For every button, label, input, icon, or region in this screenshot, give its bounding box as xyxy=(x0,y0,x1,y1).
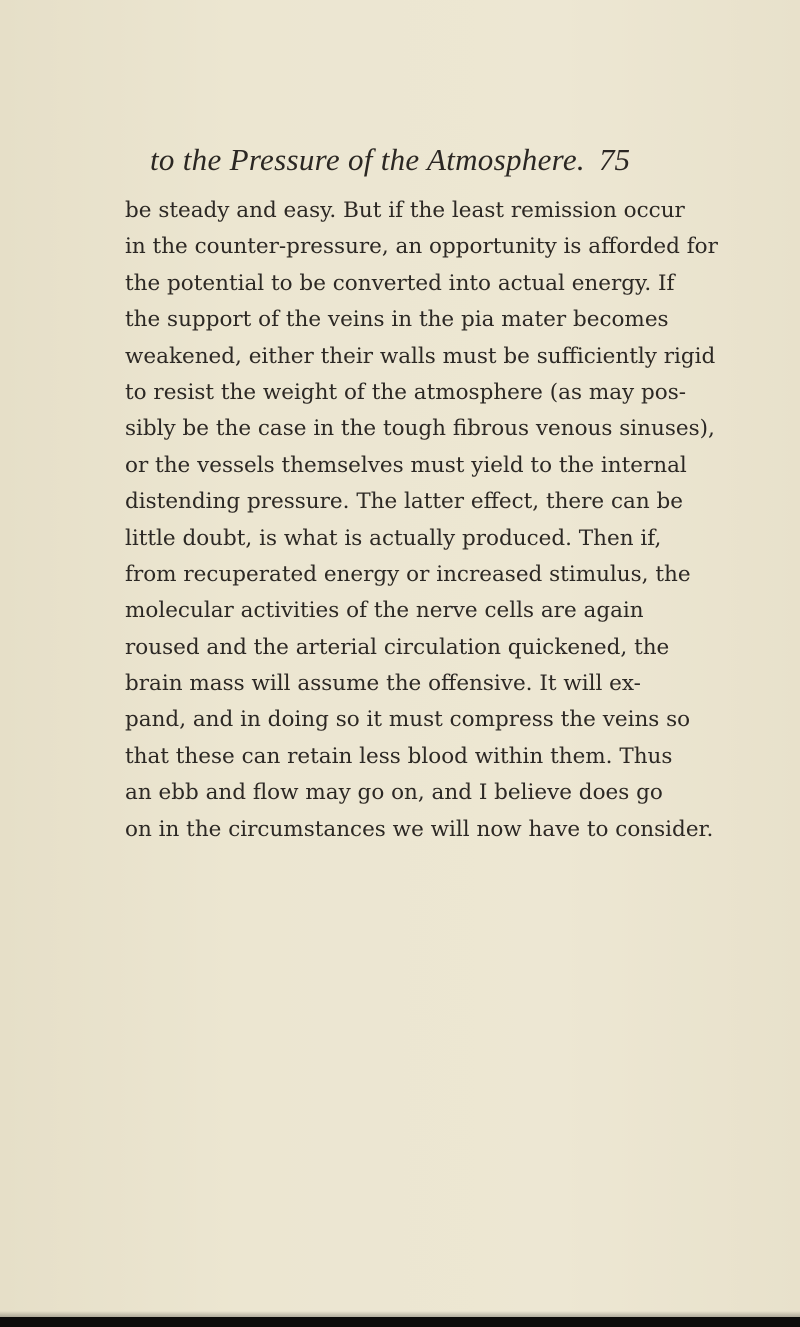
running-head xyxy=(150,142,630,186)
text-line: pand, and in doing so it must compress the veins so xyxy=(125,707,691,733)
text-line: the potential to be converted into actual energy. If xyxy=(125,270,675,296)
running-title: to the Pressure of the Atmosphere. xyxy=(150,142,585,177)
text-line: brain mass will assume the offensive. It will ex- xyxy=(125,671,641,697)
text-line: that these can retain less blood within them. Thus xyxy=(125,743,673,769)
text-line: distending pressure. The latter effect, there can be xyxy=(125,489,684,515)
text-line: to resist the weight of the atmosphere (as may pos- xyxy=(125,379,687,405)
body-paragraph xyxy=(125,193,718,848)
text-line: the support of the veins in the pia mater becomes xyxy=(125,307,669,333)
text-line: roused and the arterial circulation quickened, the xyxy=(125,634,670,660)
text-line: from recuperated energy or increased stimulus, the xyxy=(125,561,691,587)
text-line: weakened, either their walls must be sufficiently rigid xyxy=(125,343,716,369)
text-line: sibly be the case in the tough fibrous venous sinuses), xyxy=(125,416,715,442)
text-line: little doubt, is what is actually produced. Then if, xyxy=(125,525,662,551)
text-line: or the vessels themselves must yield to the internal xyxy=(125,452,687,478)
text-line: on in the circumstances we will now have to consider. xyxy=(125,816,714,842)
text-line: molecular activities of the nerve cells are again xyxy=(125,598,644,624)
text-line: an ebb and flow may go on, and I believe does go xyxy=(125,780,663,806)
text-line: in the counter-pressure, an opportunity is afforded for xyxy=(125,234,718,260)
page-number: 75 xyxy=(599,142,630,177)
text-line: be steady and easy. But if the least remission occur xyxy=(125,198,685,223)
scan-bottom-edge xyxy=(0,1317,800,1327)
